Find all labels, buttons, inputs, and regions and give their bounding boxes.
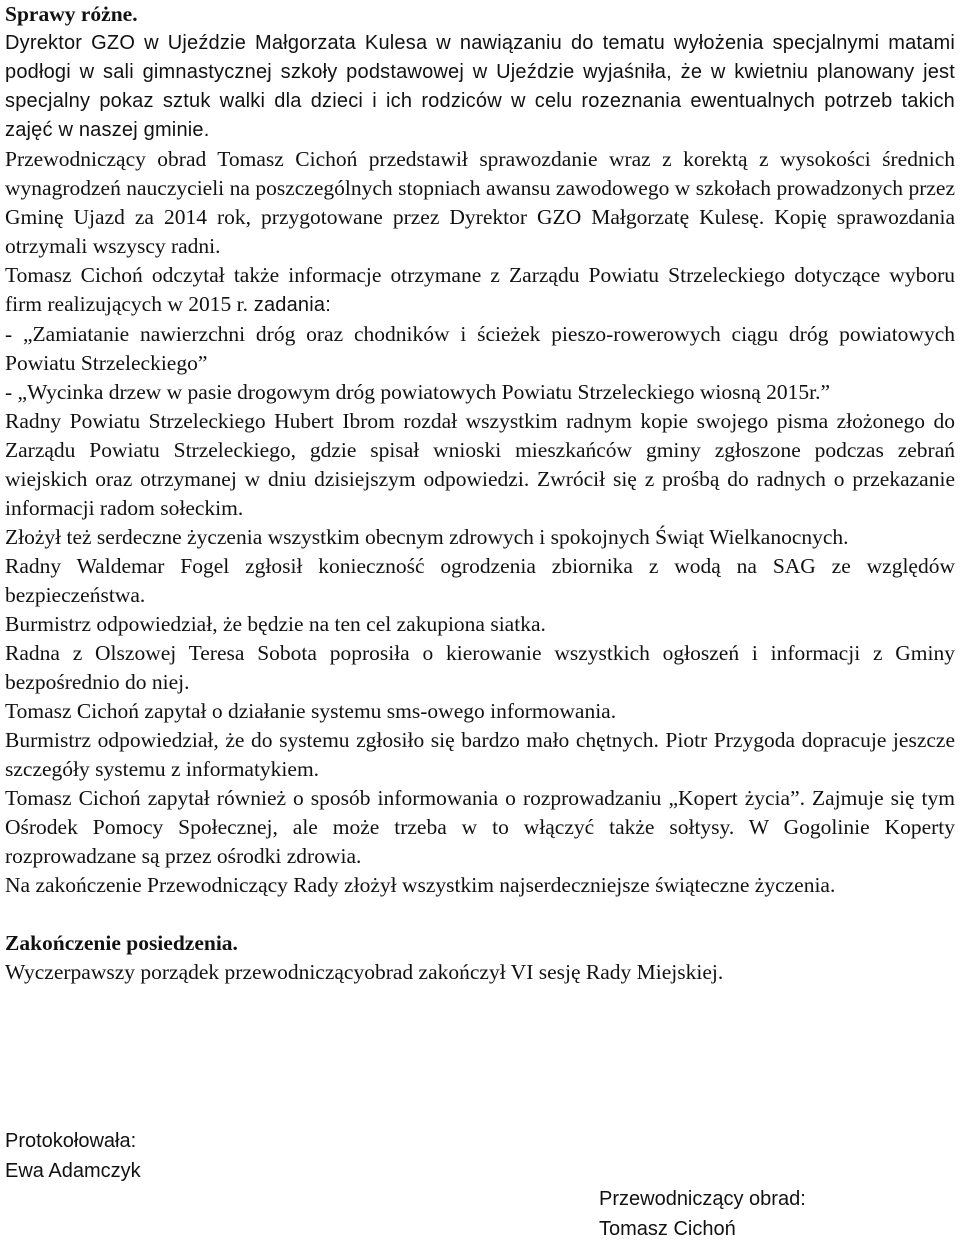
closing-heading: Zakończenie posiedzenia.	[5, 931, 238, 955]
signature-chairman-name: Tomasz Cichoń	[599, 1218, 736, 1240]
paragraph-final-wishes: Na zakończenie Przewodniczący Rady złożył wszystkim najserdeczniejsze świąteczne życzenia.	[5, 873, 836, 897]
paragraph-koperty-zycia: Tomasz Cichoń zapytał również o sposób informowania o rozprowadzaniu „Kopert życia”. Zajmuje się tym Ośrodek Pomocy Społecznej, ale może trzeba w to włączyć także sołtysy. W Gogolinie Koperty rozprowadzane są przez ośrodki zdrowia.	[5, 786, 955, 868]
paragraph-gzo-director: Dyrektor GZO w Ujeździe Małgorzata Kulesa w nawiązaniu do tematu wyłożenia specjalnymi matami podłogi w sali gimnastycznej szkoły podstawowej w Ujeździe wyjaśniła, że w kwietniu planowany jest specjalny pokaz sztuk walki dla dzieci i ich rodziców w celu rozeznania ewentualnych potrzeb takich zajęć w naszej gminie.	[5, 32, 955, 141]
signature-recorder-role: Protokołowała:	[5, 1130, 137, 1152]
closing-text: Wyczerpawszy porządek przewodniczącyobrad zakończył VI sesję Rady Miejskiej.	[5, 960, 724, 984]
paragraph-county-info	[5, 261, 955, 320]
signature-chairman-role: Przewodniczący obrad:	[599, 1188, 806, 1210]
signature-recorder-name: Ewa Adamczyk	[5, 1160, 141, 1182]
section-heading: Sprawy różne.	[5, 2, 138, 26]
paragraph-county-info-text: Tomasz Cichoń odczytał także informacje otrzymane z Zarządu Powiatu Strzeleckiego dotyczące wyboru firm realizujących w 2015 r.	[5, 263, 955, 316]
signature-recorder	[5, 1126, 141, 1186]
paragraph-sms-system: Tomasz Cichoń zapytał o działanie systemu sms-owego informowania.	[5, 699, 617, 723]
paragraph-salary-report: Przewodniczący obrad Tomasz Cichoń przedstawił sprawozdanie wraz z korektą z wysokości średnich wynagrodzeń nauczycieli na poszczególnych stopniach awansu zawodowego w szkołach prowadzonych przez Gminę Ujazd za 2014 rok, przygotowane przez Dyrektor GZO Małgorzatę Kulesę. Kopię sprawozdania otrzymali wszyscy radni.	[5, 147, 955, 258]
paragraph-mayor-sms: Burmistrz odpowiedział, że do systemu zgłosiło się bardzo mało chętnych. Piotr Przygoda dopracuje jeszcze szczegóły systemu z informatykiem.	[5, 728, 955, 781]
paragraph-mayor-net: Burmistrz odpowiedział, że będzie na ten cel zakupiona siatka.	[5, 612, 546, 636]
paragraph-county-info-tasks: zadania:	[247, 294, 331, 316]
document-page	[5, 0, 955, 987]
list-item-sweeping: - „Zamiatanie nawierzchni dróg oraz chodników i ścieżek pieszo-rowerowych ciągu dróg powiatowych Powiatu Strzeleckiego”	[5, 322, 955, 375]
signature-chairman	[599, 1184, 806, 1244]
spacer	[5, 900, 955, 929]
paragraph-sobota-notices: Radna z Olszowej Teresa Sobota poprosiła o kierowanie wszystkich ogłoszeń i informacji z Gminy bezpośrednio do niej.	[5, 641, 955, 694]
list-item-tree-cutting: - „Wycinka drzew w pasie drogowym dróg powiatowych Powiatu Strzeleckiego wiosną 2015r.”	[5, 380, 831, 404]
paragraph-easter-wishes: Złożył też serdeczne życzenia wszystkim obecnym zdrowych i spokojnych Świąt Wielkanocnych.	[5, 525, 849, 549]
paragraph-fogel-fence: Radny Waldemar Fogel zgłosił konieczność ogrodzenia zbiornika z wodą na SAG ze względów bezpieczeństwa.	[5, 554, 955, 607]
paragraph-councillor-ibrom: Radny Powiatu Strzeleckiego Hubert Ibrom rozdał wszystkim radnym kopie swojego pisma złożonego do Zarządu Powiatu Strzeleckiego, gdzie spisał wnioski mieszkańców gminy zgłoszone podczas zebrań wiejskich oraz otrzymanej w dniu dzisiejszym odpowiedzi. Zwrócił się z prośbą do radnych o przekazanie informacji radom sołeckim.	[5, 409, 955, 520]
